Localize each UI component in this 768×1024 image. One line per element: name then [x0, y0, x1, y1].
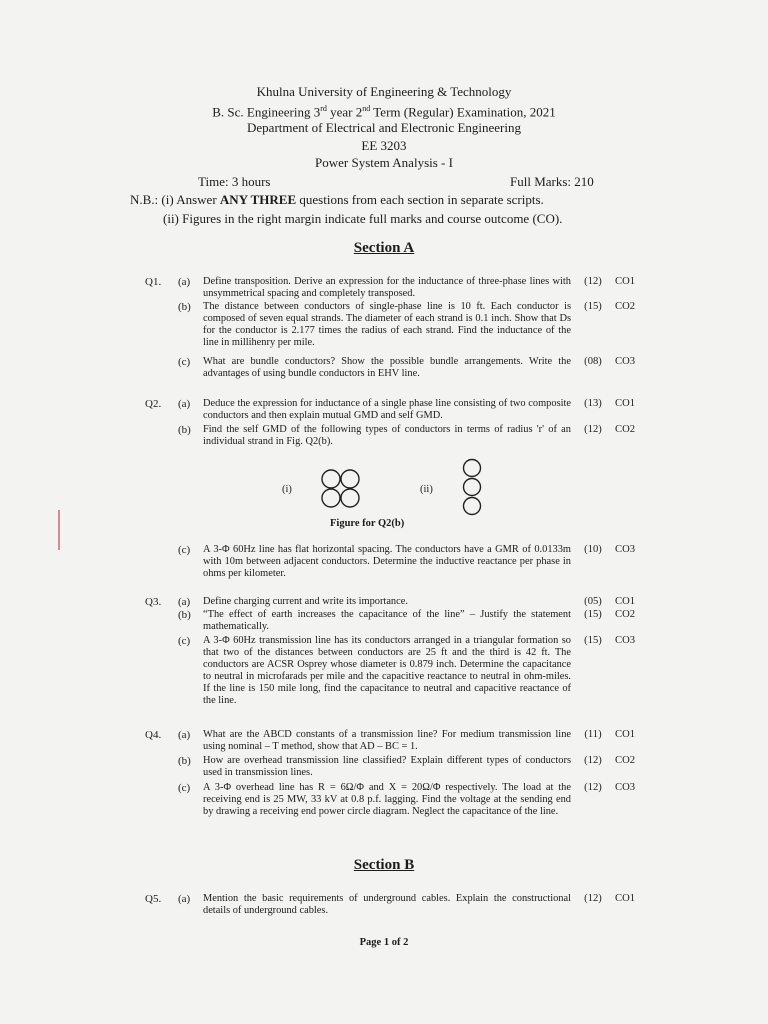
section-a-heading: Section A: [353, 240, 415, 256]
section-b-heading: Section B: [353, 857, 415, 873]
question-number: Q4.: [145, 729, 162, 741]
marks: (05): [584, 596, 602, 607]
question-text: Deduce the expression for inductance of a single phase line consisting of two composite conductors and then explain mutual GMD and self GMD.: [203, 398, 571, 421]
strand: [464, 498, 481, 515]
marks: (08): [584, 356, 602, 367]
strand: [464, 479, 481, 496]
figure-label-i: (i): [282, 484, 292, 495]
full-marks: Full Marks: 210: [510, 174, 594, 189]
subpart-label: (b): [178, 424, 191, 436]
strand: [341, 489, 359, 507]
question-text: A 3-Φ overhead line has R = 6Ω/Φ and X = 20Ω/Φ respectively. The load at the receiving end is 25 MW, 33 kV at 0.8 p.f. lagging. Find the voltage at the sending end by drawing a receiving end power circle diagram. Neglect the capacitance of the line.: [203, 782, 571, 817]
subpart-label: (a): [178, 398, 191, 410]
question-text: Define charging current and write its importance.: [203, 596, 408, 607]
marks: (12): [584, 276, 602, 287]
marks: (12): [584, 755, 602, 766]
strand: [322, 470, 340, 488]
four-strand-conductor-figure: [320, 468, 362, 510]
course-outcome: CO3: [615, 635, 636, 646]
marks: (10): [584, 544, 602, 555]
question-text: “The effect of earth increases the capacitance of the line” – Justify the statement mathematically.: [203, 609, 571, 632]
question-text: The distance between conductors of single-phase line is 10 ft. Each conductor is composed of seven equal strands. The diameter of each strand is 0.1 inch. Show that Ds for the conductor is 2.177 times the radius of each strand. Find the inductance of the line in millihenry per mile.: [203, 301, 571, 348]
university-name: Khulna University of Engineering & Technology: [256, 84, 512, 99]
question-text: Define transposition. Derive an expression for the inductance of three-phase lines with unsymmetrical spacing and completely transposed.: [203, 276, 571, 299]
question-number: Q3.: [145, 596, 162, 608]
figure-caption: Figure for Q2(b): [330, 518, 405, 529]
course-title: Power System Analysis - I: [315, 155, 453, 170]
course-outcome: CO2: [615, 609, 636, 620]
marks: (12): [584, 424, 602, 435]
subpart-label: (a): [178, 893, 191, 905]
instruction-1: N.B.: (i) Answer ANY THREE questions from each section in separate scripts.: [130, 192, 544, 207]
subpart-label: (b): [178, 755, 191, 767]
question-number: Q2.: [145, 398, 162, 410]
subpart-label: (c): [178, 544, 191, 556]
margin-mark: [58, 510, 60, 550]
three-strand-vertical-conductor-figure: [462, 458, 482, 518]
subpart-label: (b): [178, 609, 191, 621]
subpart-label: (a): [178, 276, 191, 288]
course-outcome: CO2: [615, 301, 636, 312]
course-outcome: CO3: [615, 544, 636, 555]
course-code: EE 3203: [361, 138, 407, 153]
marks: (15): [584, 609, 602, 620]
marks: (15): [584, 635, 602, 646]
exam-title: B. Sc. Engineering 3rd year 2nd Term (Regular) Examination, 2021: [212, 104, 556, 120]
subpart-label: (a): [178, 596, 191, 608]
course-outcome: CO3: [615, 356, 636, 367]
course-outcome: CO3: [615, 782, 636, 793]
question-text: Find the self GMD of the following types of conductors in terms of radius 'r' of an individual strand in Fig. Q2(b).: [203, 424, 571, 447]
question-text: A 3-Φ 60Hz transmission line has its conductors arranged in a triangular formation so that two of the distances between conductors are 25 ft and the third is 42 ft. The conductors are ACSR Osprey whose diameter is 0.879 inch. Determine the capacitance to neutral in microfarads per mile and the capacitive reactance to neutral in ohm-miles. If the line is 150 mile long, find the capacitance to neutral and capacitive reactance of the line.: [203, 635, 571, 706]
course-outcome: CO1: [615, 893, 636, 904]
figure-label-ii: (ii): [420, 484, 433, 495]
course-outcome: CO1: [615, 398, 636, 409]
strand: [341, 470, 359, 488]
question-number: Q1.: [145, 276, 162, 288]
exam-time: Time: 3 hours: [198, 174, 271, 189]
strand: [464, 460, 481, 477]
question-text: How are overhead transmission line classified? Explain different types of conductors used in transmission lines.: [203, 755, 571, 778]
course-outcome: CO1: [615, 596, 636, 607]
instruction-2: (ii) Figures in the right margin indicate full marks and course outcome (CO).: [163, 211, 563, 226]
subpart-label: (c): [178, 782, 191, 794]
course-outcome: CO2: [615, 755, 636, 766]
subpart-label: (c): [178, 356, 191, 368]
subpart-label: (c): [178, 635, 191, 647]
question-text: What are bundle conductors? Show the possible bundle arrangements. Write the advantages of using bundle conductors in EHV line.: [203, 356, 571, 379]
question-number: Q5.: [145, 893, 162, 905]
marks: (15): [584, 301, 602, 312]
question-text: A 3-Φ 60Hz line has flat horizontal spacing. The conductors have a GMR of 0.0133m with 10m between adjacent conductors. Determine the inductive reactance per phase in ohms per kilometer.: [203, 544, 571, 579]
department: Department of Electrical and Electronic Engineering: [247, 120, 521, 135]
subpart-label: (a): [178, 729, 191, 741]
course-outcome: CO1: [615, 276, 636, 287]
course-outcome: CO2: [615, 424, 636, 435]
course-outcome: CO1: [615, 729, 636, 740]
subpart-label: (b): [178, 301, 191, 313]
marks: (13): [584, 398, 602, 409]
marks: (12): [584, 782, 602, 793]
question-text: What are the ABCD constants of a transmission line? For medium transmission line using nominal – T method, show that AD – BC = 1.: [203, 729, 571, 752]
marks: (11): [584, 729, 602, 740]
page-number: Page 1 of 2: [359, 937, 409, 948]
question-text: Mention the basic requirements of underground cables. Explain the constructional details of underground cables.: [203, 893, 571, 916]
marks: (12): [584, 893, 602, 904]
strand: [322, 489, 340, 507]
